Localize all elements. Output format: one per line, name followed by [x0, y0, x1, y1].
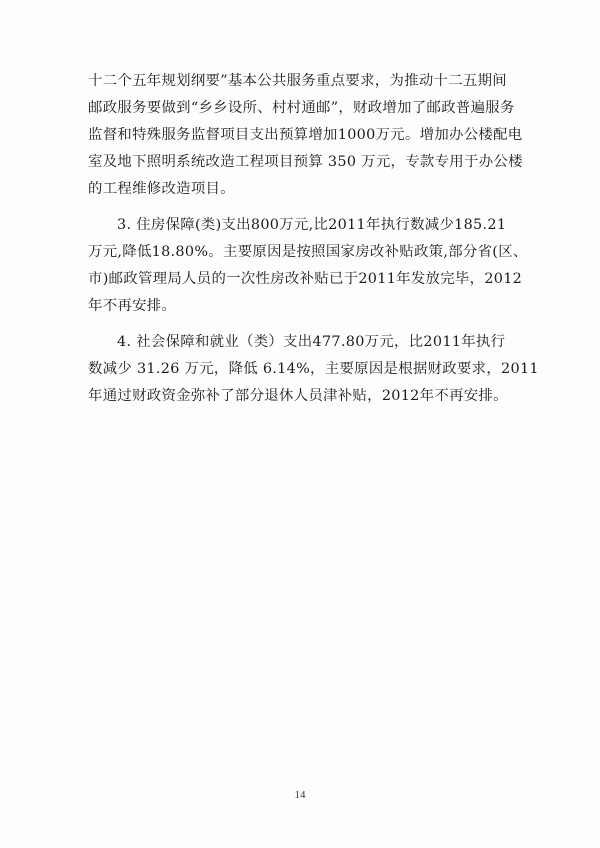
- text-line: 邮政服务要做到“乡乡设所、村村通邮”，财政增加了邮政普遍服务: [88, 100, 515, 116]
- text-line: 年通过财政资金弥补了部分退休人员津补贴，2012年不再安排。: [88, 388, 508, 404]
- text-line: 数减少 31.26 万元，降低 6.14%，主要原因是根据财政要求，2011: [88, 361, 539, 377]
- text-line: 监督和特殊服务监督项目支出预算增加1000万元。增加办公楼配电: [88, 127, 523, 143]
- text-line: 4. 社会保障和就业（类）支出477.80万元，比2011年执行: [117, 334, 506, 350]
- text-line: 的工程维修改造项目。: [88, 181, 235, 197]
- text-line: 十二个五年规划纲要”基本公共服务重点要求，为推动十二五期间: [88, 73, 507, 89]
- page-number: 14: [294, 789, 306, 801]
- text-line: 3. 住房保障(类)支出800万元,比2011年执行数减少185.21: [117, 217, 507, 233]
- paragraph-housing-security: [88, 212, 528, 320]
- text-line: 室及地下照明系统改造工程项目预算 350 万元，专款专用于办公楼: [88, 154, 523, 170]
- paragraph-public-service-budget: [88, 68, 528, 203]
- document-body: [88, 68, 539, 410]
- paragraph-spacer: [88, 320, 528, 329]
- text-line: 万元,降低18.80%。主要原因是按照国家房改补贴政策,部分省(区、: [88, 244, 528, 260]
- paragraph-spacer: [88, 203, 528, 212]
- paragraph-social-security: [88, 329, 539, 410]
- text-line: 年不再安排。: [88, 298, 177, 314]
- text-line: 市)邮政管理局人员的一次性房改补贴已于2011年发放完毕，2012: [88, 271, 523, 287]
